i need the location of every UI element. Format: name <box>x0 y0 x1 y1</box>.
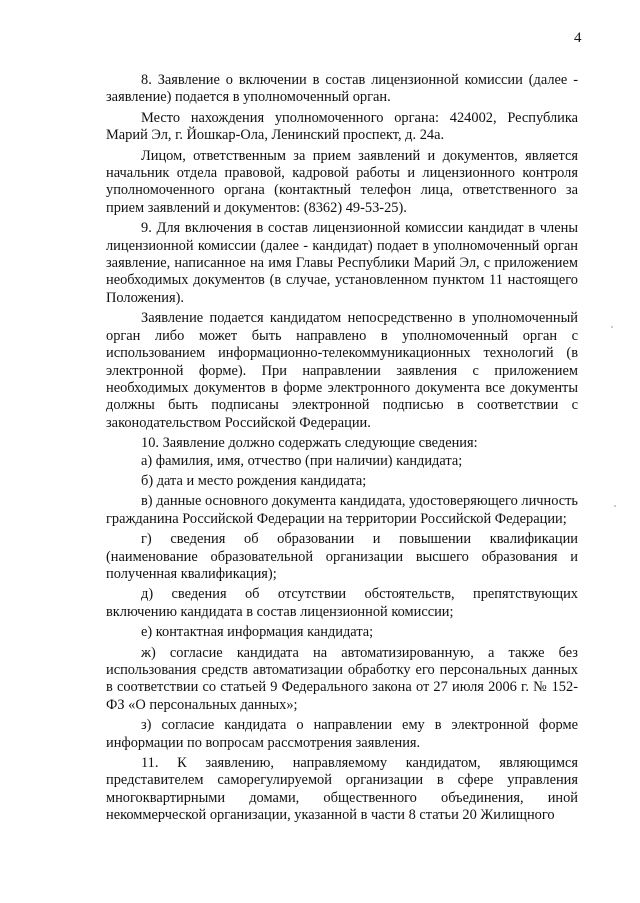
list-item-b: б) дата и место рождения кандидата; <box>141 472 367 489</box>
list-item-a: а) фамилия, имя, отчество (при наличии) кандидата; <box>141 452 463 469</box>
list-item-g: г) сведения об образовании и повышении квалификации (наименование образовательной организации высшего образования и полученная квалификация); <box>106 531 578 582</box>
list-item-zh: ж) согласие кандидата на автоматизированную, а также без использования средств автоматизации обработку его персональных данных в соответствии со статьей 9 Федерального закона от 27 июля 2006 г. № 152-ФЗ «О персональных данных»; <box>106 644 578 713</box>
page-number: 4 <box>574 30 582 46</box>
paragraph-address: Место нахождения уполномоченного органа: 424002, Республика Марий Эл, г. Йошкар-Ола, Ленинский проспект, д. 24а. <box>106 109 578 144</box>
list-item-z: з) согласие кандидата о направлении ему в электронной форме информации по вопросам рассмотрения заявления. <box>106 717 578 751</box>
scan-speck <box>614 505 616 507</box>
list-item-e: е) контактная информация кандидата; <box>141 624 374 641</box>
document-body <box>106 72 578 828</box>
paragraph-10: 10. Заявление должно содержать следующие сведения: <box>141 435 478 452</box>
list-item-d: д) сведения об отсутствии обстоятельств, препятствующих включению кандидата в состав лицензионной комиссии; <box>106 586 578 620</box>
paragraph-11: 11. К заявлению, направляемому кандидатом, являющимся представителем саморегулируемой организации в сфере управления многоквартирными домами, общественного объединения, иной некоммерческой организации, указанной в части 8 статьи 20 Жилищного <box>106 755 578 824</box>
paragraph-responsible: Лицом, ответственным за прием заявлений и документов, является начальник отдела правовой, кадровой работы и лицензионного контроля уполномоченного органа (контактный телефон лица, ответственного за прием заявлений и документов: (8362) 49-53-25). <box>106 147 578 216</box>
list-item-v: в) данные основного документа кандидата, удостоверяющего личность гражданина Российской Федерации на территории Российской Федерации; <box>106 493 578 527</box>
paragraph-8: 8. Заявление о включении в состав лицензионной комиссии (далее - заявление) подается в уполномоченный орган. <box>106 72 578 106</box>
scan-speck <box>611 326 613 328</box>
paragraph-9: 9. Для включения в состав лицензионной комиссии кандидат в члены лицензионной комиссии (далее - кандидат) подает в уполномоченный орган заявление, написанное на имя Главы Республики Марий Эл, с приложением необходимых документов (в случае, установленном пунктом 11 настоящего Положения). <box>106 220 578 306</box>
paragraph-submission: Заявление подается кандидатом непосредственно в уполномоченный орган либо может быть направлено в уполномоченный орган с использованием информационно-телекоммуникационных технологий (в электронной форме). При направлении заявления с приложением необходимых документов в форме электронного документа все документы должны быть подписаны электронной подписью в соответствии с законодательством Российской Федерации. <box>106 310 578 431</box>
